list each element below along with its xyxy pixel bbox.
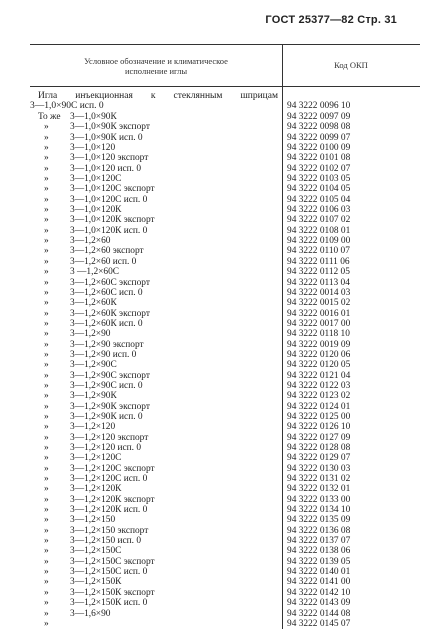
ditto-mark: » [44,443,49,453]
okp-code: 94 3222 0105 04 [287,194,351,205]
table-row [0,474,427,484]
needle-designation: 3—1,2×120К экспорт [70,494,155,505]
okp-code: 94 3222 0133 00 [287,494,351,505]
ditto-mark: » [44,225,49,236]
ditto-mark: » [44,287,49,298]
intro-word: инъекционная [75,91,133,101]
table-row [0,557,427,567]
needle-designation: 3—1,2×150С исп. 0 [70,567,148,578]
ditto-mark: » [44,174,49,185]
needle-designation: 3—1,2×90 исп. 0 [70,349,137,360]
okp-code: 94 3222 0100 09 [287,143,351,154]
okp-code: 94 3222 0141 00 [287,577,351,588]
needle-designation: 3—1,2×60 экспорт [70,246,144,257]
table-row [0,598,427,608]
okp-code-column-header: Код ОКП [334,60,368,70]
ditto-mark: » [44,484,49,495]
table-row [0,319,427,329]
table-intro [38,91,282,102]
ditto-mark: » [44,515,49,526]
ditto-mark: » [44,577,49,588]
needle-designation: 3—1,2×60С исп. 0 [70,287,143,298]
table-row [0,246,427,256]
ditto-mark: » [44,567,49,578]
table-row [0,391,427,401]
table-row [0,195,427,205]
okp-code: 94 3222 0106 03 [287,205,351,216]
ditto-mark: » [44,194,49,205]
okp-code: 94 3222 0104 05 [287,184,351,195]
ditto-mark: » [44,608,49,619]
okp-code: 94 3222 0143 09 [287,598,351,609]
table-row [0,371,427,381]
needle-designation: 3—1,2×120С экспорт [70,463,155,474]
table-row [0,298,427,308]
okp-code: 94 3222 0129 07 [287,453,351,464]
intro-line-2: 3—1,0×90С исп. 0 [30,101,104,111]
needle-designation: 3—1,2×150К исп. 0 [70,598,148,609]
okp-code: 94 3222 0120 05 [287,360,351,371]
needle-designation: 3—1,2×90С исп. 0 [70,380,143,391]
okp-code: 94 3222 0101 08 [287,153,351,164]
needle-designation: 3—1,2×120К [70,484,122,495]
needle-designation: 3—1,2×60К исп. 0 [70,318,143,329]
okp-code: 94 3222 0128 08 [287,443,351,453]
ditto-mark: » [44,256,49,267]
table-row [0,174,427,184]
ditto-mark: » [44,298,49,309]
ditto-mark: » [44,587,49,598]
ditto-mark: » [44,132,49,143]
table-row [0,443,427,453]
needle-designation: 3—1,2×150 экспорт [70,525,149,536]
okp-code: 94 3222 0142 10 [287,587,351,598]
table-row [0,329,427,339]
ditto-mark: » [44,618,49,629]
intro-word: Игла [38,91,58,101]
okp-code: 94 3222 0110 07 [287,246,350,257]
table-row [0,577,427,587]
okp-code: 94 3222 0107 02 [287,215,351,226]
ditto-mark: » [44,411,49,422]
table-row [0,422,427,432]
needle-designation: 3—1,2×120 экспорт [70,432,149,443]
okp-code: 94 3222 0122 03 [287,380,351,391]
okp-code: 94 3222 0121 04 [287,370,351,381]
ditto-mark: » [44,391,49,402]
needle-designation: 3—1,2×90К [70,391,117,402]
ditto-mark: То же [38,112,61,122]
okp-code: 94 3222 0127 09 [287,432,351,443]
needle-designation: 3—1,2×150С [70,546,122,557]
ditto-mark: » [44,380,49,391]
ditto-mark: » [44,267,49,278]
ditto-mark: » [44,318,49,329]
table-row [0,381,427,391]
table-row [0,153,427,163]
needle-designation: 3—1,2×120С исп. 0 [70,474,148,485]
ditto-mark: » [44,494,49,505]
needle-designation: 3—1,0×90К исп. 0 [70,132,143,143]
table-row [0,588,427,598]
okp-code: 94 3222 0113 04 [287,277,350,288]
okp-code: 94 3222 0103 05 [287,174,351,185]
table-row [0,505,427,515]
okp-code: 94 3222 0111 06 [287,256,350,267]
table-row [0,133,427,143]
ditto-mark: » [44,453,49,464]
needle-designation: 3—1,2×60С экспорт [70,277,150,288]
okp-code: 94 3222 0109 00 [287,236,351,247]
intro-line-1 [38,91,282,102]
table-row [0,215,427,225]
ditto-mark: » [44,308,49,319]
okp-code: 94 3222 0125 00 [287,411,351,422]
ditto-mark: » [44,184,49,195]
needle-designation: 3—1,0×120С исп. 0 [70,194,148,205]
ditto-mark: » [44,505,49,516]
okp-code: 94 3222 0130 03 [287,463,351,474]
table-row [0,184,427,194]
needle-designation: 3—1,0×120К исп. 0 [70,225,148,236]
table-row [0,484,427,494]
table-row [0,360,427,370]
table-row [0,122,427,132]
intro-first-code [287,101,350,112]
table-row [0,205,427,215]
ditto-mark: » [44,525,49,536]
needle-designation: 3—1,0×120К экспорт [70,215,155,226]
ditto-mark: » [44,546,49,557]
needle-designation: 3—1,0×120С [70,174,122,185]
okp-code: 94 3222 0098 08 [287,122,351,133]
intro-code: 94 3222 0096 10 [287,101,351,111]
table-row [0,526,427,536]
table-row [0,309,427,319]
ditto-mark: » [44,463,49,474]
ditto-mark: » [44,556,49,567]
okp-code: 94 3222 0124 01 [287,401,351,412]
ditto-mark: » [44,422,49,433]
table-body [0,112,427,629]
needle-designation: 3—1,0×120 экспорт [70,153,149,164]
table-row [0,143,427,153]
ditto-mark: » [44,215,49,226]
okp-code: 94 3222 0131 02 [287,474,351,485]
needle-designation: 3—1,2×60К [70,298,117,309]
ditto-mark: » [44,246,49,257]
ditto-mark: » [44,153,49,164]
table-row [0,495,427,505]
okp-code: 94 3222 0123 02 [287,391,351,402]
needle-designation: 3—1,2×150 [70,515,116,526]
table-row [0,340,427,350]
ditto-mark: » [44,536,49,547]
okp-code: 94 3222 0017 00 [287,318,351,329]
okp-code: 94 3222 0144 08 [287,608,351,619]
needle-designation: 3—1,2×90К экспорт [70,401,150,412]
ditto-mark: » [44,370,49,381]
needle-designation: 3—1,2×60К экспорт [70,308,150,319]
table-row [0,112,427,122]
okp-code: 94 3222 0135 09 [287,515,351,526]
needle-designation: 3—1,0×120 исп. 0 [70,163,142,174]
table-row [0,546,427,556]
table-row [0,164,427,174]
needle-designation: 3 —1,2×60С [70,267,120,278]
okp-code: 94 3222 0136 08 [287,525,351,536]
okp-code: 94 3222 0019 09 [287,339,351,350]
intro-word: шприцам [240,91,278,101]
okp-code: 94 3222 0016 01 [287,308,351,319]
table-row [0,464,427,474]
ditto-mark: » [44,349,49,360]
table-row [0,350,427,360]
needle-designation: 3—1,0×90К экспорт [70,122,150,133]
ditto-mark: » [44,163,49,174]
ditto-mark: » [44,401,49,412]
needle-designation: 3—1,2×60 [70,236,111,247]
okp-code: 94 3222 0140 01 [287,567,351,578]
needle-designation: 3—1,2×150 исп. 0 [70,536,142,547]
okp-code: 94 3222 0099 07 [287,132,351,143]
okp-code: 94 3222 0145 07 [287,618,351,629]
needle-designation: 3—1,2×90С экспорт [70,370,150,381]
table-row [0,567,427,577]
designation-header-line2: исполнение иглы [124,66,188,76]
designation-header-line1: Условное обозначение и климатическое [84,56,228,66]
okp-code: 94 3222 0132 01 [287,484,351,495]
okp-code: 94 3222 0137 07 [287,536,351,547]
needle-designation: 3—1,2×120К исп. 0 [70,505,148,516]
needle-designation: 3—1,2×90 экспорт [70,339,144,350]
ditto-mark: » [44,329,49,340]
needle-designation: 3—1,2×90 [70,329,111,340]
table-row [0,402,427,412]
table-row [0,453,427,463]
needle-designation: 3—1,6×90 [70,608,111,619]
table-row [0,236,427,246]
table-header-rule [30,86,420,87]
ditto-mark: » [44,339,49,350]
okp-code: 94 3222 0120 06 [287,349,351,360]
designation-column-header [30,56,282,76]
table-row [0,412,427,422]
needle-designation: 3—1,0×90К [70,112,117,122]
ditto-mark: » [44,598,49,609]
intro-word: стеклянным [173,91,223,101]
needle-designation: 3—1,0×120 [70,143,116,154]
okp-code: 94 3222 0102 07 [287,163,351,174]
ditto-mark: » [44,474,49,485]
ditto-mark: » [44,360,49,371]
needle-designation: 3—1,2×120 [70,422,116,433]
table-row [0,226,427,236]
table-row [0,257,427,267]
okp-code: 94 3222 0134 10 [287,505,351,516]
ditto-mark: » [44,143,49,154]
okp-code: 94 3222 0126 10 [287,422,351,433]
needle-designation: 3—1,2×150К [70,577,122,588]
needle-designation: 3—1,2×90К исп. 0 [70,411,143,422]
okp-code: 94 3222 0112 05 [287,267,350,278]
table-row [0,288,427,298]
okp-code: 94 3222 0139 05 [287,556,351,567]
needle-designation: 3—1,2×120С [70,453,122,464]
table-row [0,609,427,619]
okp-code: 94 3222 0108 01 [287,225,351,236]
needle-designation: 3—1,2×120 исп. 0 [70,443,142,453]
table-row [0,278,427,288]
table-row [0,267,427,277]
okp-code: 94 3222 0097 09 [287,112,351,122]
ditto-mark: » [44,432,49,443]
okp-code: 94 3222 0118 10 [287,329,350,340]
ditto-mark: » [44,122,49,133]
needle-designation: 3—1,2×150С экспорт [70,556,155,567]
needle-designation: 3—1,2×60 исп. 0 [70,256,137,267]
page-header: ГОСТ 25377—82 Стр. 31 [265,14,397,26]
intro-first-entry [30,101,104,112]
needle-designation: 3—1,2×90С [70,360,117,371]
intro-word: к [150,91,156,101]
table-row [0,515,427,525]
ditto-mark: » [44,277,49,288]
okp-code: 94 3222 0015 02 [287,298,351,309]
okp-code: 94 3222 0138 06 [287,546,351,557]
needle-designation: 3—1,2×150К экспорт [70,587,155,598]
table-row [0,619,427,629]
needle-designation: 3—1,0×120К [70,205,122,216]
table-top-rule [30,44,420,45]
needle-designation: 3—1,0×120С экспорт [70,184,155,195]
table-row [0,433,427,443]
table-row [0,536,427,546]
ditto-mark: » [44,205,49,216]
okp-code: 94 3222 0014 03 [287,287,351,298]
ditto-mark: » [44,236,49,247]
